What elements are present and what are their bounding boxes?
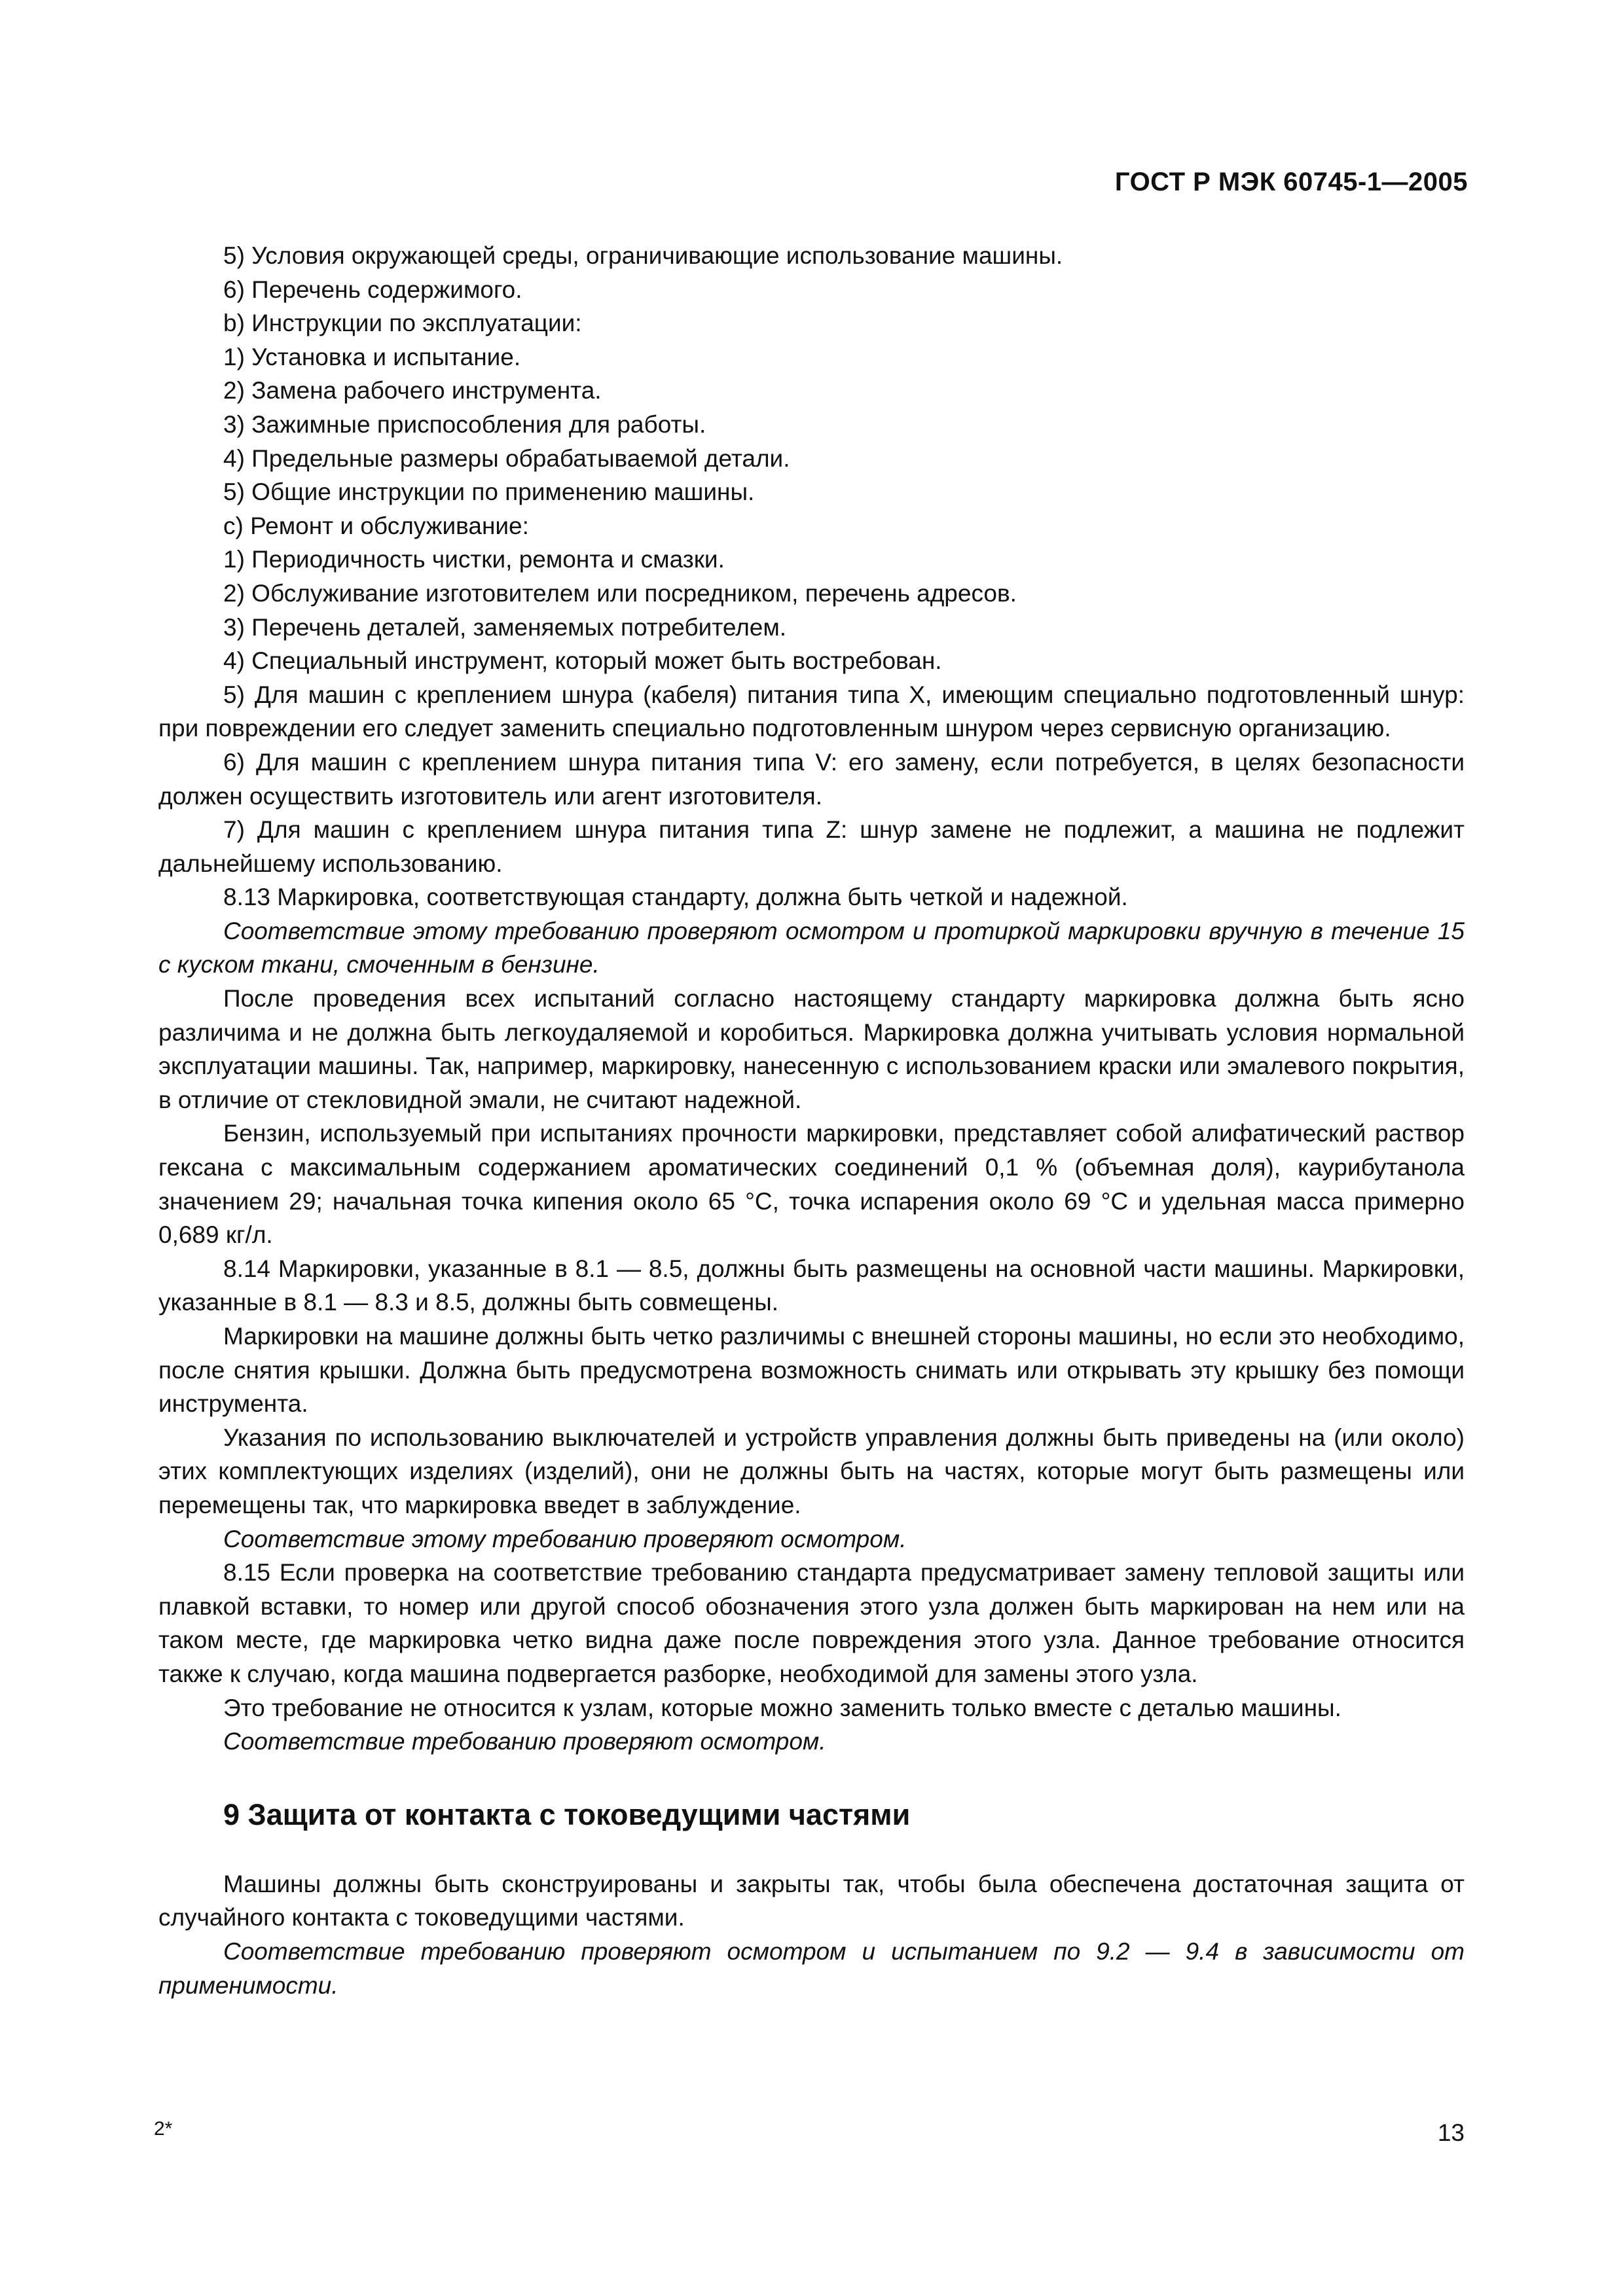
page-number: 13 [1437, 2119, 1465, 2146]
body-paragraph: Машины должны быть сконструированы и закрыты так, чтобы была обеспечена достаточная защита от случайного контакта с токоведущими частями. [158, 1870, 1465, 1931]
page-body [158, 239, 1465, 2002]
list-item: 3) Зажимные приспособления для работы. [223, 410, 706, 438]
compliance-check: Соответствие требованию проверяют осмотром и испытанием по 9.2 — 9.4 в зависимости от применимости. [158, 1937, 1465, 1999]
list-item: 1) Периодичность чистки, ремонта и смазки. [223, 546, 725, 573]
list-item: 5) Общие инструкции по применению машины. [223, 478, 755, 506]
list-item: c) Ремонт и обслуживание: [223, 512, 529, 539]
list-item: 1) Установка и испытание. [223, 343, 521, 370]
list-item: 2) Замена рабочего инструмента. [223, 377, 602, 404]
list-item: b) Инструкции по эксплуатации: [223, 310, 582, 337]
sheet-mark: 2* [154, 2118, 173, 2140]
list-item: 6) Перечень содержимого. [223, 276, 522, 303]
body-paragraph: Бензин, используемый при испытаниях прочности маркировки, представляет собой алифатический раствор гексана с максимальным содержанием ароматических соединений 0,1 % (объемная доля), каурибутанола значением 29; начальная точка кипения около 65 °C, точка испарения около 69 °C и удельная масса примерно 0,689 кг/л. [158, 1120, 1465, 1249]
list-item: 4) Специальный инструмент, который может быть востребован. [223, 647, 942, 675]
compliance-check: Соответствие требованию проверяют осмотром. [223, 1728, 826, 1755]
list-item: 6) Для машин с креплением шнура питания типа V: его замену, если потребуется, в целях безопасности должен осуществить изготовитель или агент изготовителя. [158, 748, 1465, 810]
body-paragraph: После проведения всех испытаний согласно настоящему стандарту маркировка должна быть ясно различима и не должна быть легкоудаляемой и коробиться. Маркировка должна учитывать условия нормальной эксплуатации машины. Так, например, маркировку, нанесенную с использованием краски или эмалевого покрытия, в отличие от стекловидной эмали, не считают надежной. [158, 985, 1465, 1113]
list-item: 5) Условия окружающей среды, ограничивающие использование машины. [223, 242, 1063, 269]
document-designation: ГОСТ Р МЭК 60745-1—2005 [1114, 168, 1468, 196]
compliance-check: Соответствие этому требованию проверяют осмотром. [223, 1525, 907, 1552]
clause-8-15: 8.15 Если проверка на соответствие требованию стандарта предусматривает замену тепловой защиты или плавкой вставки, то номер или другой способ обозначения этого узла должен быть маркирован на нем или на таком месте, где маркировка четко видна даже после повреждения этого узла. Данное требование относится также к случаю, когда машина подвергается разборке, необходимой для замены этого узла. [158, 1559, 1465, 1687]
list-item: 5) Для машин с креплением шнура (кабеля) питания типа X, имеющим специально подготовленный шнур: при повреждении его следует заменить специально подготовленным шнуром через сервисную организацию. [158, 681, 1465, 742]
clause-8-13: 8.13 Маркировка, соответствующая стандарту, должна быть четкой и надежной. [223, 884, 1128, 911]
body-paragraph: Маркировки на машине должны быть четко различимы с внешней стороны машины, но если это необходимо, после снятия крышки. Должна быть предусмотрена возможность снимать или открывать эту крышку без помощи инструмента. [158, 1323, 1465, 1418]
list-item: 2) Обслуживание изготовителем или посредником, перечень адресов. [223, 579, 1017, 607]
clause-8-14: 8.14 Маркировки, указанные в 8.1 — 8.5, должны быть размещены на основной части машины. Маркировки, указанные в 8.1 — 8.3 и 8.5, должны быть совмещены. [158, 1255, 1465, 1316]
body-paragraph: Это требование не относится к узлам, которые можно заменить только вместе с деталью машины. [223, 1694, 1341, 1721]
list-item: 3) Перечень деталей, заменяемых потребителем. [223, 613, 787, 641]
section-heading: 9 Защита от контакта с токоведущими частями [223, 1797, 911, 1831]
list-item: 7) Для машин с креплением шнура питания типа Z: шнур замене не подлежит, а машина не подлежит дальнейшему использованию. [158, 816, 1465, 877]
list-item: 4) Предельные размеры обрабатываемой детали. [223, 444, 790, 472]
compliance-check: Соответствие этому требованию проверяют осмотром и протиркой маркировки вручную в течение 15 с куском ткани, смоченным в бензине. [158, 917, 1465, 978]
body-paragraph: Указания по использованию выключателей и устройств управления должны быть приведены на (или около) этих комплектующих изделиях (изделий), они не должны быть на частях, которые могут быть размещены или перемещены так, что маркировка введет в заблуждение. [158, 1424, 1465, 1518]
